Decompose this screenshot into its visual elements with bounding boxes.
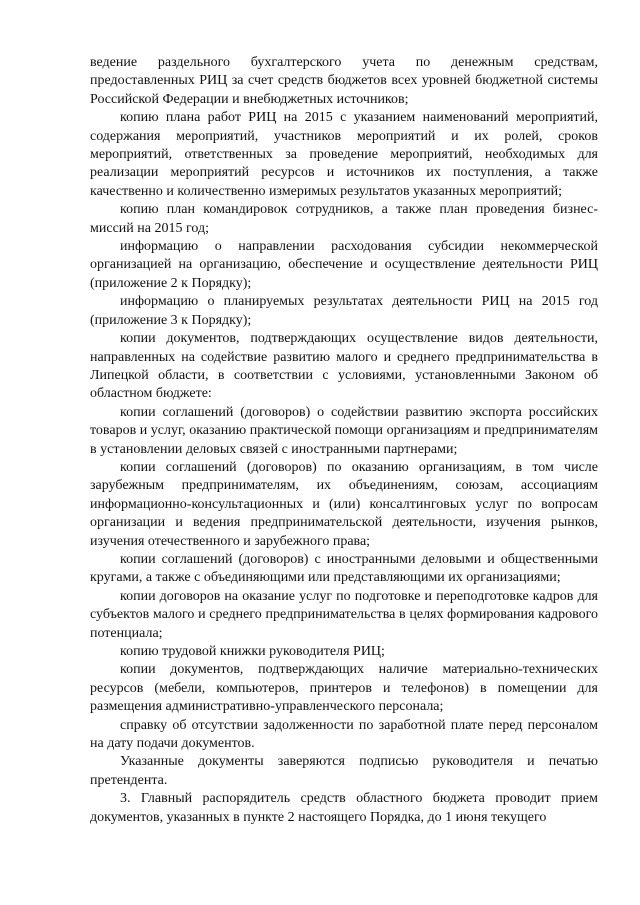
paragraph-activity-documents: копии документов, подтверждающих осуществление видов деятельности, направленных на содействие развитию малого и среднего предпринимательства в Липецкой области, в соответствии с условиями, установленными Законом об областном бюджете: [90, 331, 598, 402]
paragraph-planned-results: информацию о планируемых результатах деятельности РИЦ на 2015 год (приложение 3 к Порядку); [90, 294, 598, 328]
paragraph-section-3: 3. Главный распорядитель средств областного бюджета проводит прием документов, указанных в пункте 2 настоящего Порядка, до 1 июня текущего [90, 791, 598, 825]
paragraph-business-trips: копию план командировок сотрудников, а также план проведения бизнес-миссий на 2015 год; [90, 202, 598, 236]
paragraph-consulting-agreements: копии соглашений (договоров) по оказанию организациям, в том числе зарубежным предпринимателям, их объединениям, союзам, ассоциациям информационно-консультационных и (или) консалтинговых услуг по вопросам организации и ведения предпринимательской деятельности, изучения рынков, изучения отечественного и зарубежного права; [90, 459, 598, 549]
paragraph-separate-accounting: ведение раздельного бухгалтерского учета по денежным средствам, предоставленных РИЦ за счет средств бюджетов всех уровней бюджетной системы Российской Федерации и внебюджетных источников; [90, 55, 598, 107]
paragraph-training-contracts: копии договоров на оказание услуг по подготовке и переподготовке кадров для субъектов малого и среднего предпринимательства в целях формирования кадрового потенциала; [90, 588, 598, 641]
paragraph-salary-debt-certificate: справку об отсутствии задолженности по заработной плате перед персоналом на дату подачи документов. [90, 717, 598, 752]
paragraph-export-agreements: копии соглашений (договоров) о содействии развитию экспорта российских товаров и услуг, оказанию практической помощи организациям и предпринимателям в установлении деловых связей с иностранными партнерами; [90, 404, 598, 457]
paragraph-certification: Указанные документы заверяются подписью руководителя и печатью претендента. [90, 754, 598, 788]
paragraph-employment-record: копию трудовой книжки руководителя РИЦ; [120, 644, 385, 659]
paragraph-work-plan: копию плана работ РИЦ на 2015 с указанием наименований мероприятий, содержания мероприятий, участников мероприятий и их ролей, сроков мероприятий, ответственных за проведение мероприятий, необходимых для реализации мероприятий ресурсов и источников их поступления, а также качественно и количественно измеримых результатов указанных мероприятий; [90, 110, 598, 199]
document-page [90, 54, 598, 894]
paragraph-subsidy-spending: информацию о направлении расходования субсидии некоммерческой организацией на организацию, обеспечение и осуществление деятельности РИЦ (приложение 2 к Порядку); [90, 239, 598, 291]
paragraph-foreign-circles-agreements: копии соглашений (договоров) с иностранными деловыми и общественными кругами, а также с объединяющими или представляющими их организациями; [90, 551, 598, 586]
paragraph-material-resources: копии документов, подтверждающих наличие материально-технических ресурсов (мебели, компьютеров, принтеров и телефонов) в помещении для размещения административно-управленческого персонала; [90, 662, 598, 715]
